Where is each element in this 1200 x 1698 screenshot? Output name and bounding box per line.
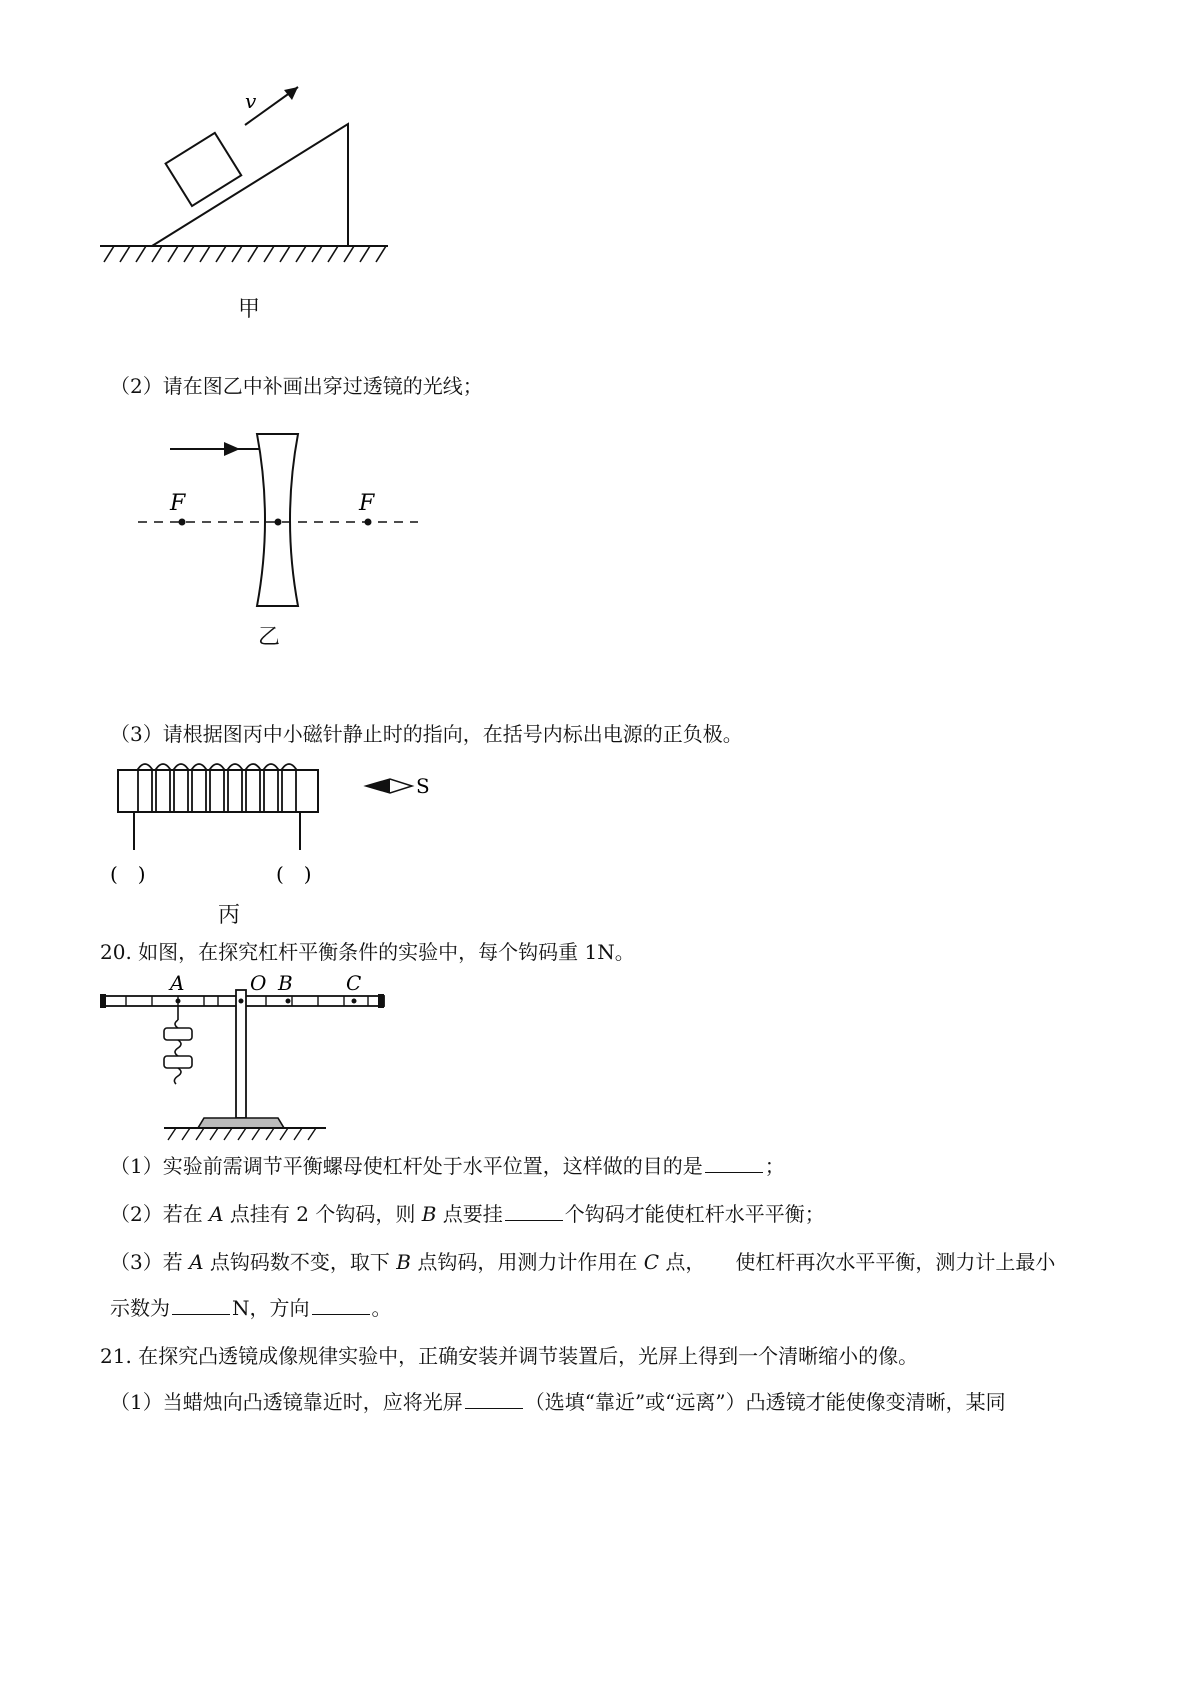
hook-weights <box>164 1006 192 1084</box>
point-b-dot <box>286 999 291 1004</box>
focus-label-left: F <box>170 491 186 516</box>
ray-arrow-icon <box>224 442 240 456</box>
answer-blank[interactable] <box>465 1388 523 1409</box>
lever-label-a: A <box>170 972 185 995</box>
lever-stand <box>236 990 246 1118</box>
figure-yi <box>130 430 430 630</box>
focus-dot-right <box>365 519 372 526</box>
needle-pole-label: S <box>416 774 430 798</box>
question-19-2: （2）请在图乙中补画出穿过透镜的光线； <box>110 374 483 398</box>
answer-blank[interactable] <box>705 1152 763 1173</box>
focus-dot-left <box>179 519 186 526</box>
figure-lever <box>100 972 400 1142</box>
question-20-3-cont: 示数为 N，方向 。 <box>110 1296 392 1320</box>
figure-bing <box>100 755 460 895</box>
question-19-3: （3）请根据图丙中小磁针静止时的指向，在括号内标出电源的正负极。 <box>110 722 743 746</box>
point-c-dot <box>352 999 357 1004</box>
question-20-2: （2）若在 A 点挂有 2 个钩码，则 B 点要挂 个钩码才能使杠杆水平平衡； <box>110 1202 825 1226</box>
pivot-o <box>239 999 244 1004</box>
figure-yi-caption: 乙 <box>258 625 281 650</box>
question-20-stem: 20. 如图，在探究杠杆平衡条件的实验中，每个钩码重 1N。 <box>100 940 635 964</box>
lever-label-c: C <box>346 972 362 995</box>
question-20-3: （3）若 A 点钩码数不变，取下 B 点钩码，用测力计作用在 C 点， 使杠杆再次水平平衡，测力计上最小 <box>110 1250 1056 1274</box>
figure-bing-caption: 丙 <box>218 903 241 928</box>
solenoid-core <box>118 770 318 812</box>
answer-blank[interactable] <box>172 1294 230 1315</box>
figure-jia-caption: 甲 <box>238 297 261 322</box>
bracket-left: ( ) <box>110 862 146 886</box>
point-a-dot <box>176 999 181 1004</box>
lever-label-o: O <box>250 972 267 995</box>
lever-label-b: B <box>278 972 293 995</box>
answer-blank[interactable] <box>312 1294 370 1315</box>
focus-label-right: F <box>359 491 375 516</box>
velocity-label: v <box>245 89 257 113</box>
question-21-1: （1）当蜡烛向凸透镜靠近时，应将光屏 （选填“靠近”或“远离”）凸透镜才能使像变清晰，某同 <box>110 1390 1006 1414</box>
question-20-1: （1）实验前需调节平衡螺母使杠杆处于水平位置，这样做的目的是 ； <box>110 1154 785 1178</box>
lever-base <box>198 1118 284 1128</box>
answer-blank[interactable] <box>505 1200 563 1221</box>
solenoid-coil <box>138 764 296 813</box>
bracket-right: ( ) <box>276 862 312 886</box>
question-21-stem: 21. 在探究凸透镜成像规律实验中，正确安装并调节装置后，光屏上得到一个清晰缩小的像。 <box>100 1344 919 1368</box>
optical-center-dot <box>275 519 282 526</box>
